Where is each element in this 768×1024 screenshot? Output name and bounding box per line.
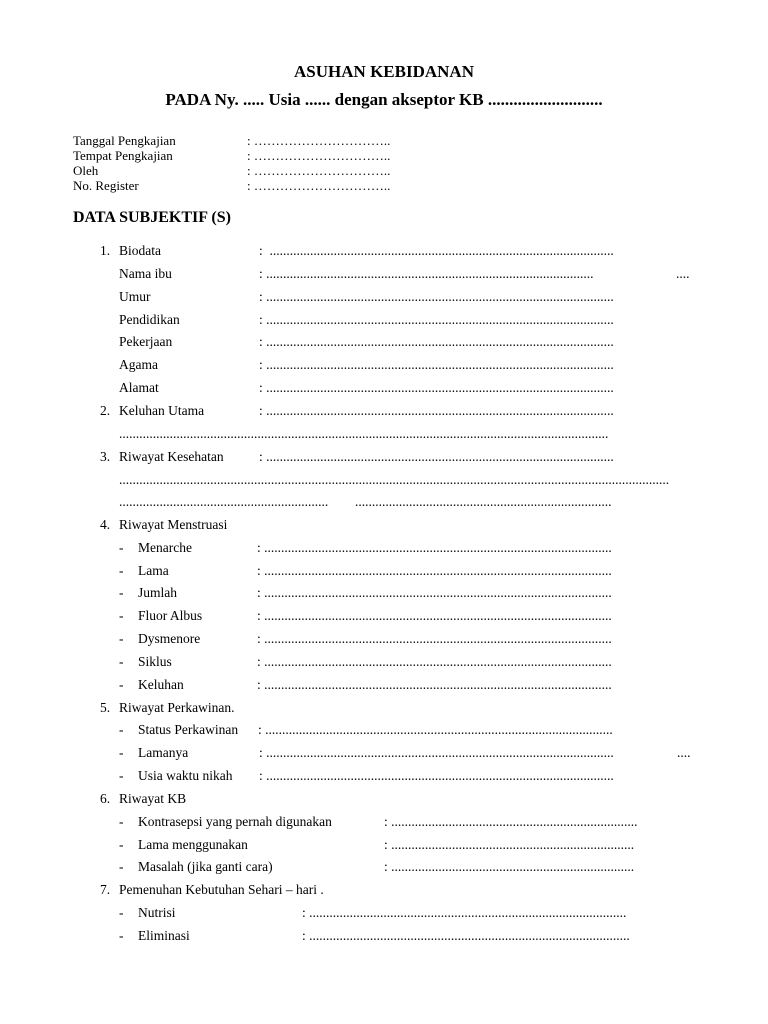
register-label: No. Register — [73, 178, 139, 193]
riwayat-kb-label: Riwayat KB — [119, 791, 187, 806]
list-dash: - — [119, 814, 124, 829]
list-dash: - — [119, 540, 124, 555]
jumlah-label: Jumlah — [138, 585, 177, 600]
agama-label: Agama — [119, 357, 158, 372]
lamanya-label: Lamanya — [138, 745, 189, 760]
tempat-label: Tempat Pengkajian — [73, 148, 173, 163]
eliminasi-label: Eliminasi — [138, 928, 190, 943]
kontrasepsi-fill: : ......................................................................... — [384, 814, 638, 829]
lamanya-tail: .... — [677, 745, 691, 760]
item-number: 7. — [100, 882, 111, 897]
siklus-fill: : ....................................................................................................... — [257, 654, 612, 669]
nama-ibu-label: Nama ibu — [119, 266, 172, 281]
keluhan-utama-fill: : ....................................................................................................... — [259, 403, 614, 418]
list-dash: - — [119, 677, 124, 692]
biodata-label: Biodata — [119, 243, 161, 258]
tempat-fill: : ………………………….. — [247, 148, 391, 163]
agama-fill: : ....................................................................................................... — [259, 357, 614, 372]
list-dash: - — [119, 608, 124, 623]
register-fill: : ………………………….. — [247, 178, 391, 193]
pendidikan-fill: : ....................................................................................................... — [259, 312, 614, 327]
riwayat-kesehatan-continuation: ................................................................................................................................................................... — [119, 472, 670, 487]
masalah-label: Masalah (jika ganti cara) — [138, 859, 273, 874]
keluhan-fill: : ....................................................................................................... — [257, 677, 612, 692]
tanggal-label: Tanggal Pengkajian — [73, 133, 176, 148]
list-dash: - — [119, 859, 124, 874]
list-dash: - — [119, 722, 124, 737]
oleh-label: Oleh — [73, 163, 99, 178]
tanggal-fill: : ………………………….. — [247, 133, 391, 148]
list-dash: - — [119, 837, 124, 852]
masalah-fill: : ........................................................................ — [384, 859, 635, 874]
kontrasepsi-label: Kontrasepsi yang pernah digunakan — [138, 814, 332, 829]
lamanya-fill: : ....................................................................................................... — [259, 745, 614, 760]
pemenuhan-kebutuhan-label: Pemenuhan Kebutuhan Sehari – hari . — [119, 882, 324, 897]
dysmenore-fill: : ....................................................................................................... — [257, 631, 612, 646]
lama-menggunakan-label: Lama menggunakan — [138, 837, 248, 852]
usia-waktu-nikah-fill: : ....................................................................................................... — [259, 768, 614, 783]
jumlah-fill: : ....................................................................................................... — [257, 585, 612, 600]
list-dash: - — [119, 745, 124, 760]
riwayat-kesehatan-label: Riwayat Kesehatan — [119, 449, 224, 464]
alamat-fill: : ....................................................................................................... — [259, 380, 614, 395]
keluhan-utama-label: Keluhan Utama — [119, 403, 205, 418]
item-number: 1. — [100, 243, 111, 258]
riwayat-menstruasi-label: Riwayat Menstruasi — [119, 517, 228, 532]
menarche-label: Menarche — [138, 540, 192, 555]
status-perkawinan-fill: : ....................................................................................................... — [258, 722, 613, 737]
lama-label: Lama — [138, 563, 169, 578]
section-heading-subjektif: DATA SUBJEKTIF (S) — [73, 209, 231, 226]
oleh-fill: : ………………………….. — [247, 163, 391, 178]
alamat-label: Alamat — [119, 380, 159, 395]
eliminasi-fill: : ............................................................................................... — [302, 928, 630, 943]
list-dash: - — [119, 928, 124, 943]
riwayat-kesehatan-fill: : ....................................................................................................... — [259, 449, 614, 464]
lama-fill: : ....................................................................................................... — [257, 563, 612, 578]
nutrisi-label: Nutrisi — [138, 905, 176, 920]
lama-menggunakan-fill: : ........................................................................ — [384, 837, 635, 852]
dysmenore-label: Dysmenore — [138, 631, 201, 646]
biodata-fill: : ...................................................................................................... — [259, 243, 614, 258]
usia-waktu-nikah-label: Usia waktu nikah — [138, 768, 233, 783]
item-number: 5. — [100, 700, 111, 715]
pekerjaan-label: Pekerjaan — [119, 334, 173, 349]
item-number: 6. — [100, 791, 111, 806]
document-subtitle: PADA Ny. ..... Usia ...... dengan akseptor KB ........................... — [165, 90, 603, 109]
menarche-fill: : ....................................................................................................... — [257, 540, 612, 555]
item-number: 4. — [100, 517, 111, 532]
riwayat-kesehatan-continuation-b: ............................................................................ — [355, 494, 612, 509]
umur-label: Umur — [119, 289, 151, 304]
umur-fill: : ....................................................................................................... — [259, 289, 614, 304]
nama-ibu-fill: : ................................................................................................. — [259, 266, 594, 281]
siklus-label: Siklus — [138, 654, 172, 669]
fluor-albus-label: Fluor Albus — [138, 608, 203, 623]
list-dash: - — [119, 905, 124, 920]
fluor-albus-fill: : ....................................................................................................... — [257, 608, 612, 623]
riwayat-kesehatan-continuation-a: .............................................................. — [119, 494, 329, 509]
nutrisi-fill: : .............................................................................................. — [302, 905, 627, 920]
keluhan-label: Keluhan — [138, 677, 184, 692]
list-dash: - — [119, 768, 124, 783]
riwayat-perkawinan-label: Riwayat Perkawinan. — [119, 700, 235, 715]
list-dash: - — [119, 654, 124, 669]
item-number: 2. — [100, 403, 111, 418]
item-number: 3. — [100, 449, 111, 464]
list-dash: - — [119, 585, 124, 600]
list-dash: - — [119, 631, 124, 646]
document-title: ASUHAN KEBIDANAN — [294, 62, 474, 81]
keluhan-utama-continuation: ................................................................................................................................................. — [119, 426, 609, 441]
status-perkawinan-label: Status Perkawinan — [138, 722, 239, 737]
pendidikan-label: Pendidikan — [119, 312, 180, 327]
list-dash: - — [119, 563, 124, 578]
nama-ibu-tail: .... — [676, 266, 690, 281]
pekerjaan-fill: : ....................................................................................................... — [259, 334, 614, 349]
